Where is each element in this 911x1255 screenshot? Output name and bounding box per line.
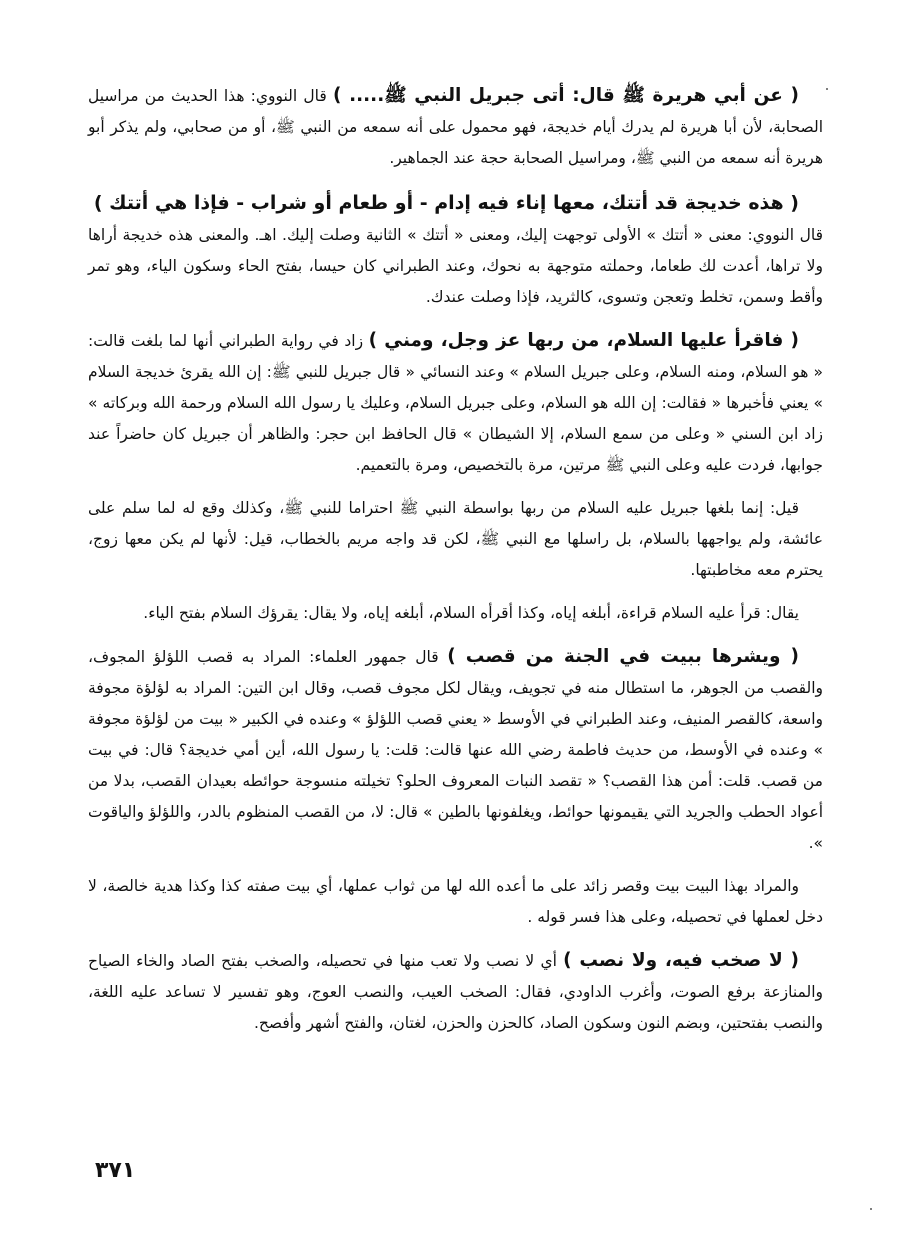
commentary-text: قال النووي: هذا الحديث من مراسيل الصحابة، لأن أبا هريرة لم يدرك أيام خديجة، فهو محمول على أنه سمعه من النبي ﷺ، أو من صحابي، ولم يذكر أبو هريرة أنه سمعه من النبي ﷺ، ومراسيل الصحابة حجة عند الجماهير. — [88, 87, 823, 167]
hadith-heading: ( فاقرأ عليها السلام، من ربها عز وجل، ومني ) — [368, 330, 799, 351]
paragraph-abu-hurayra — [88, 80, 823, 174]
scan-speck — [826, 88, 828, 90]
page-number: ٣٧١ — [95, 1158, 136, 1183]
commentary-text: أي لا نصب ولا تعب منها في تحصيله، والصخب بفتح الصاد والخاء الصياح والمنازعة برفع الصوت، وأغرب الداودي، فقال: الصخب العيب، والنصب العوج، وهو تفسير لا تساعد عليه اللغة، والنصب بفتحتين، وبضم النون وسكون الصاد، كالحزن والحزن، لغتان، والفتح أشهر وأفصح. — [88, 952, 823, 1032]
paragraph-house-of-qasab — [88, 641, 823, 859]
commentary-text: قيل: إنما بلغها جبريل عليه السلام من ربها بواسطة النبي ﷺ احتراما للنبي ﷺ، وكذلك وقع له لما سلم على عائشة، ولم يواجهها بالسلام، بل راسلها مع النبي ﷺ، لكن قد واجه مريم بالخطاب، قيل: لأنها لم يكن معها زوج، يحترم معه مخاطبتها. — [88, 499, 823, 579]
hadith-heading: ( عن أبي هريرة ﷺ قال: أتى جبريل النبي ﷺ..... ) — [332, 85, 799, 106]
commentary-text: قال جمهور العلماء: المراد به قصب اللؤلؤ المجوف، والقصب من الجوهر، ما استطال منه في تجويف، ويقال لكل مجوف قصب، وقال ابن التين: المراد به لؤلؤة مجوفة واسعة، كالقصر المنيف، وعند الطبراني في الأوسط « يعني قصب اللؤلؤ » وعنده في الكبير « بيت من لؤلؤة مجوفة » وعنده في الأوسط، من حديث فاطمة رضي الله عنها قالت: قلت: يا رسول الله، أين أمي خديجة؟ قال: في بيت من قصب. قلت: أمن هذا القصب؟ « تقصد النبات المعروف الحلو؟ تخيلته منسوجة حوائطه بعيدان القصب، بدلا من أعواد الحطب والجريد التي يقيمونها حوائط، ويغلفونها بالطين » قال: لا، من القصب المنظوم بالدر، واللؤلؤ والياقوت ». — [88, 648, 823, 852]
hadith-heading: ( هذه خديجة قد أتتك، معها إناء فيه إدام - أو طعام أو شراب - فإذا هي أتتك ) — [93, 192, 799, 214]
paragraph-no-noise-no-toil — [88, 945, 823, 1039]
paragraph-convey-salam — [88, 325, 823, 481]
paragraph-linguistic-note — [88, 598, 823, 629]
commentary-text: والمراد بهذا البيت بيت وقصر زائد على ما أعده الله لها من ثواب عملها، أي بيت صفته كذا وكذا هدية خالصة، لا دخل لعملها في تحصيله، وعلى هذا فسر قوله . — [88, 877, 823, 926]
paragraph-khadija-came — [88, 186, 823, 313]
commentary-text: زاد في رواية الطبراني أنها لما بلغت قالت: « هو السلام، ومنه السلام، وعلى جبريل السلام » وعند النسائي « قال جبريل للنبي ﷺ: إن الله يقرئ خديجة السلام » يعني فأخبرها « فقالت: إن الله هو السلام، وعلى جبريل السلام، وعليك يا رسول الله السلام ورحمة الله وبركاته » زاد ابن السني « وعلى من سمع السلام، إلا الشيطان » قال الحافظ ابن حجر: والظاهر أن جبريل كان حاضراً عند جوابها، فردت عليه وعلى النبي ﷺ مرتين، مرة بالتخصيص، ومرة بالتعميم. — [88, 332, 823, 474]
paragraph-meaning-of-house — [88, 871, 823, 933]
scan-speck — [870, 1208, 872, 1210]
hadith-heading: ( ويشرها ببيت في الجنة من قصب ) — [447, 646, 799, 667]
document-page — [88, 80, 823, 1051]
commentary-text: قال النووي: معنى « أتتك » الأولى توجهت إليك، ومعنى « أتتك » الثانية وصلت إليك. اهـ. والمعنى هذه خديجة أراها ولا تراها، أعدت لك طعاما، وحملته متوجهة به نحوك، وعند الطبراني كان حيسا، بفتح الحاء وسكون الياء، وهو تمر وأقط وسمن، تخلط وتعجن وتسوى، كالثريد، فإذا وصلت عندك. — [88, 226, 823, 306]
paragraph-why-via-prophet — [88, 493, 823, 586]
hadith-heading: ( لا صخب فيه، ولا نصب ) — [563, 950, 799, 971]
commentary-text: يقال: قرأ عليه السلام قراءة، أبلغه إياه، وكذا أقرأه السلام، أبلغه إياه، ولا يقال: يقرؤك السلام بفتح الياء. — [143, 604, 799, 622]
